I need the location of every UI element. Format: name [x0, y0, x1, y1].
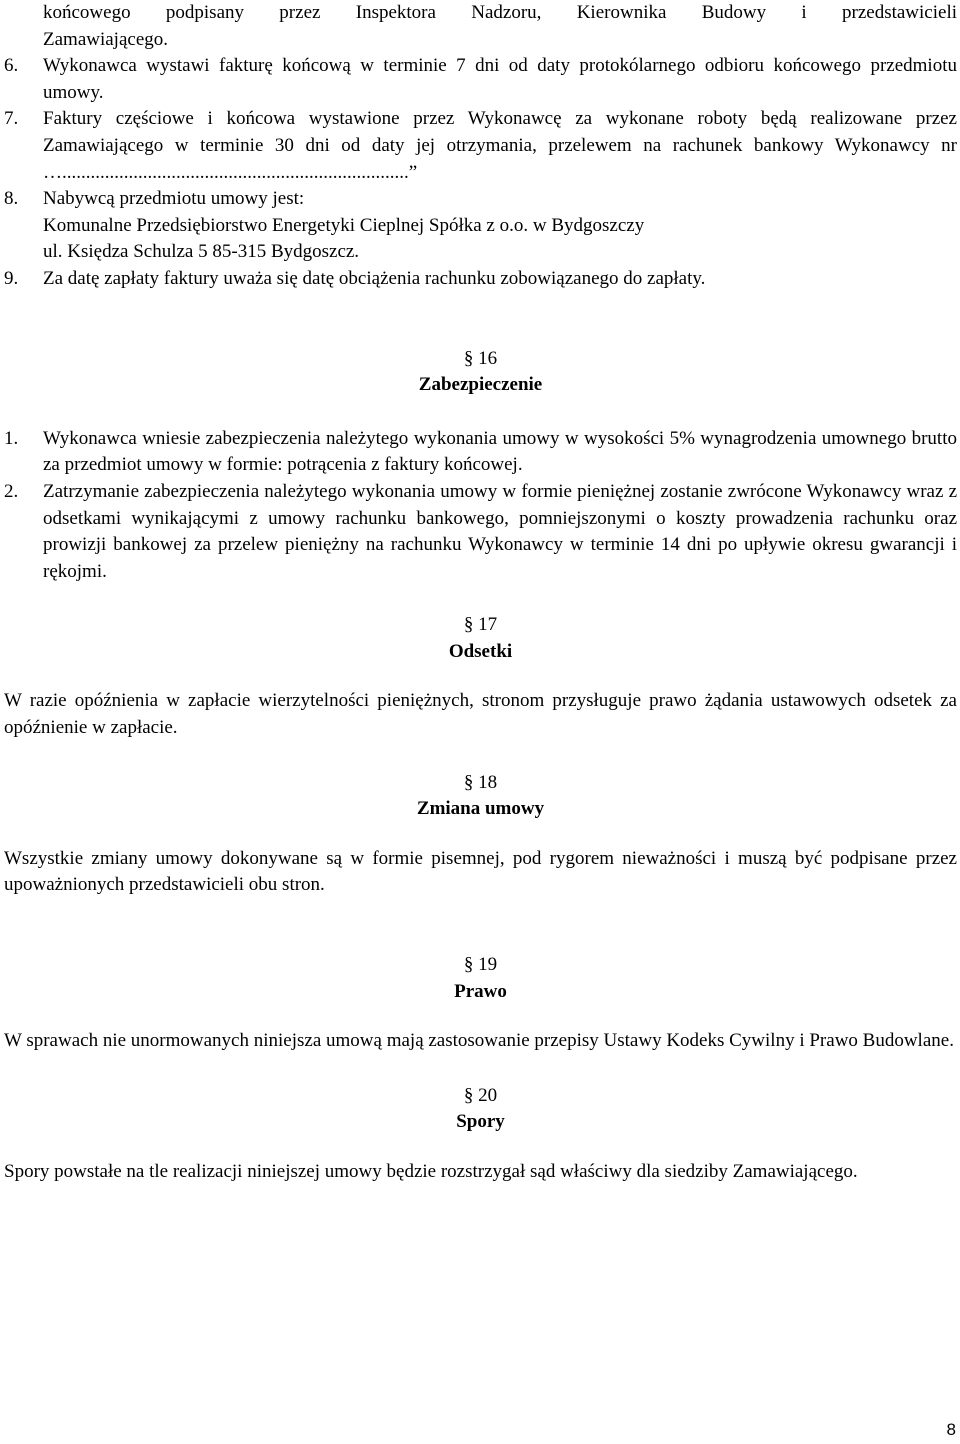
list-item-9	[4, 266, 957, 293]
list-number: 9.	[4, 267, 19, 289]
list-number: 1.	[4, 427, 19, 449]
section-17	[4, 612, 957, 741]
section-20	[4, 1083, 957, 1186]
list-text: Za datę zapłaty faktury uważa się datę obciążenia rachunku zobowiązanego do zapłaty.	[43, 267, 706, 289]
carryover-paragraph	[4, 0, 957, 27]
list-text: Nabywcą przedmiotu umowy jest:	[43, 188, 305, 210]
section-16-item-1	[4, 426, 957, 479]
section-number: § 20	[463, 1084, 498, 1106]
list-text: Wykonawca wniesie zabezpieczenia należytego wykonania umowy w wysokości 5% wynagrodzenia umownego brutto za przedmiot umowy w formie: potrącenia z faktury końcowej.	[43, 427, 957, 476]
section-18	[4, 770, 957, 899]
section-title: Odsetki	[448, 640, 513, 662]
list-number: 7.	[4, 108, 19, 130]
list-text: Faktury częściowe i końcowa wystawione przez Wykonawcę za wykonane roboty będą realizowane przez Zamawiającego w terminie 30 dni od daty jej otrzymania, przelewem na rachunek bankowy Wykonawcy nr ….........................................................................”	[43, 108, 957, 183]
section-number: § 18	[463, 771, 498, 793]
list-item-8	[4, 186, 957, 213]
section-19-text: W sprawach nie unormowanych niniejsza umową mają zastosowanie przepisy Ustawy Kodeks Cywilny i Prawo Budowlane.	[4, 1030, 954, 1052]
buyer-address-text: ul. Księdza Schulza 5 85-315 Bydgoszcz.	[43, 241, 360, 263]
section-title: Zmiana umowy	[416, 798, 545, 820]
buyer-name	[4, 213, 957, 240]
section-16	[4, 346, 957, 586]
carryover-line-1: końcowego podpisany przez Inspektora Nadzoru, Kierownika Budowy i przedstawicieli	[43, 2, 957, 23]
section-16-item-2	[4, 479, 957, 585]
list-item-7	[4, 106, 957, 186]
list-number: 2.	[4, 480, 19, 502]
buyer-address	[4, 239, 957, 266]
section-title: Zabezpieczenie	[418, 374, 543, 396]
section-18-text: Wszystkie zmiany umowy dokonywane są w formie pisemnej, pod rygorem nieważności i muszą być podpisane przez upoważnionych przedstawicieli obu stron.	[4, 847, 957, 896]
carryover-paragraph-end	[4, 27, 957, 54]
list-text: Wykonawca wystawi fakturę końcową w terminie 7 dni od daty protokólarnego odbioru końcowego przedmiotu umowy.	[43, 55, 957, 103]
section-19	[4, 952, 957, 1055]
section-title: Spory	[456, 1111, 505, 1133]
section-number: § 19	[463, 954, 498, 976]
list-item-6	[4, 53, 957, 106]
buyer-name-text: Komunalne Przedsiębiorstwo Energetyki Cieplnej Spółka z o.o. w Bydgoszczy	[43, 214, 645, 236]
list-text: Zatrzymanie zabezpieczenia należytego wykonania umowy w formie pieniężnej zostanie zwrócone Wykonawcy wraz z odsetkami wynikającymi z umowy rachunku bankowego, pomniejszonymi o koszty prowadzenia rachunku oraz prowizji bankowej za przelew pieniężny na rachunku Wykonawcy w terminie 14 dni po upływie okresu gwarancji i rękojmi.	[43, 480, 957, 582]
list-number: 8.	[4, 188, 19, 210]
list-number: 6.	[4, 55, 19, 77]
section-number: § 16	[463, 347, 498, 369]
section-title: Prawo	[454, 980, 507, 1002]
section-17-text: W razie opóźnienia w zapłacie wierzytelności pieniężnych, stronom przysługuje prawo żądania ustawowych odsetek za opóźnienie w zapłacie.	[4, 690, 957, 739]
page-number: 8	[946, 1420, 956, 1439]
section-20-text: Spory powstałe na tle realizacji niniejszej umowy będzie rozstrzygał sąd właściwy dla siedziby Zamawiającego.	[4, 1161, 858, 1182]
section-number: § 17	[463, 614, 498, 636]
document-content	[4, 0, 957, 1186]
carryover-line-2: Zamawiającego.	[43, 28, 169, 50]
